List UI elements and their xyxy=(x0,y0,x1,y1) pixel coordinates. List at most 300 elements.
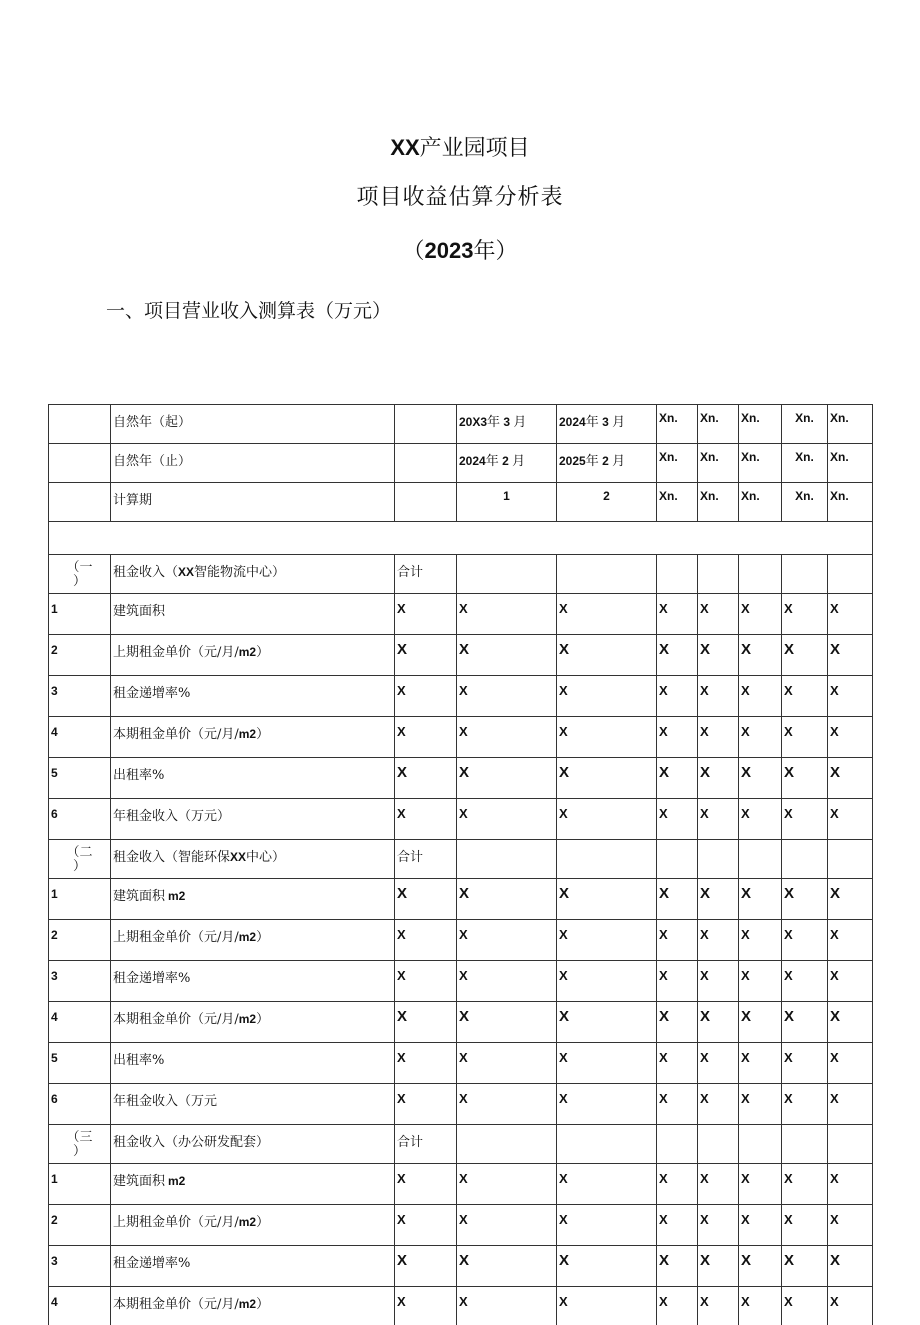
value-placeholder: X xyxy=(657,676,698,717)
row-number: 5 xyxy=(49,758,111,799)
value-placeholder: X xyxy=(828,1287,873,1325)
value-placeholder: X xyxy=(395,635,457,676)
start-year-2-unit: 年 xyxy=(586,415,599,430)
value-placeholder: X xyxy=(557,1084,657,1125)
value-placeholder: X xyxy=(739,1205,782,1246)
value-placeholder: X xyxy=(395,717,457,758)
row-label-text: 出租率% xyxy=(113,768,164,783)
value-placeholder: X xyxy=(739,717,782,758)
value-placeholder: X xyxy=(739,1043,782,1084)
row-number: 3 xyxy=(49,961,111,1002)
row-number: 6 xyxy=(49,1084,111,1125)
row-label xyxy=(111,879,395,920)
value-placeholder: X xyxy=(557,758,657,799)
end-year-1-year: 2024 xyxy=(459,454,486,468)
row-label-tail: ） xyxy=(256,1012,269,1027)
group-header-row xyxy=(49,555,873,594)
value-placeholder: X xyxy=(828,961,873,1002)
row-label-text: 上期租金单价（元/月/ xyxy=(113,645,239,660)
end-year-1-month: 2 xyxy=(502,454,509,468)
empty-cell xyxy=(698,840,739,879)
value-placeholder: X xyxy=(457,676,557,717)
value-placeholder: X xyxy=(828,676,873,717)
value-placeholder: X xyxy=(698,799,739,840)
empty-cell xyxy=(49,405,111,444)
table-row xyxy=(49,799,873,840)
value-placeholder: X xyxy=(657,594,698,635)
start-year-label: 自然年（起） xyxy=(111,405,395,444)
document-title xyxy=(0,131,920,162)
value-placeholder: X xyxy=(395,758,457,799)
table-row xyxy=(49,1287,873,1325)
row-label xyxy=(111,717,395,758)
row-label-unit: m2 xyxy=(168,1174,185,1188)
end-year-1-month-unit: 月 xyxy=(512,454,525,469)
start-year-1-month: 3 xyxy=(503,415,510,429)
value-placeholder: X xyxy=(395,1246,457,1287)
value-placeholder: X xyxy=(739,799,782,840)
row-label-text: 本期租金单价（元/月/ xyxy=(113,1012,239,1027)
value-placeholder: X xyxy=(698,1084,739,1125)
group-header-row xyxy=(49,840,873,879)
xn-cell: Xn. xyxy=(782,405,828,444)
row-label xyxy=(111,1205,395,1246)
value-placeholder: X xyxy=(557,799,657,840)
group-title xyxy=(111,840,395,879)
value-placeholder: X xyxy=(828,1246,873,1287)
table-row xyxy=(49,594,873,635)
end-year-1-unit: 年 xyxy=(486,454,499,469)
row-label xyxy=(111,1043,395,1084)
value-placeholder: X xyxy=(395,676,457,717)
value-placeholder: X xyxy=(657,1246,698,1287)
row-label-text: 年租金收入（万元） xyxy=(113,809,230,824)
value-placeholder: X xyxy=(657,799,698,840)
start-year-1-month-unit: 月 xyxy=(513,415,526,430)
row-label-text: 建筑面积 xyxy=(113,604,165,619)
row-number: 1 xyxy=(49,1164,111,1205)
group-title-part: 租金收入（智能环保 xyxy=(113,850,230,865)
value-placeholder: X xyxy=(782,799,828,840)
value-placeholder: X xyxy=(782,594,828,635)
value-placeholder: X xyxy=(395,1002,457,1043)
value-placeholder: X xyxy=(395,1043,457,1084)
row-number: 1 xyxy=(49,879,111,920)
section-title: 一、项目营业收入测算表（万元） xyxy=(106,296,391,323)
empty-cell xyxy=(828,840,873,879)
value-placeholder: X xyxy=(828,1205,873,1246)
value-placeholder: X xyxy=(739,1246,782,1287)
value-placeholder: X xyxy=(828,799,873,840)
value-placeholder: X xyxy=(828,594,873,635)
table-row xyxy=(49,758,873,799)
value-placeholder: X xyxy=(657,1084,698,1125)
header-row-start xyxy=(49,405,873,444)
xn-cell: Xn. xyxy=(657,483,698,522)
row-label-unit: m2 xyxy=(239,1297,256,1311)
group-number: （一 ） xyxy=(49,555,111,594)
row-label-text: 租金递增率% xyxy=(113,686,190,701)
empty-cell xyxy=(782,1125,828,1164)
header-row-end xyxy=(49,444,873,483)
table-row xyxy=(49,1164,873,1205)
value-placeholder: X xyxy=(457,1084,557,1125)
group-title xyxy=(111,555,395,594)
row-label xyxy=(111,676,395,717)
value-placeholder: X xyxy=(657,920,698,961)
row-label-unit: m2 xyxy=(239,930,256,944)
table-row xyxy=(49,717,873,758)
spacer-row xyxy=(49,522,873,555)
xn-cell: Xn. xyxy=(698,483,739,522)
value-placeholder: X xyxy=(782,758,828,799)
row-label-text: 本期租金单价（元/月/ xyxy=(113,727,239,742)
row-label-text: 上期租金单价（元/月/ xyxy=(113,1215,239,1230)
row-label-unit: m2 xyxy=(168,889,185,903)
value-placeholder: X xyxy=(657,879,698,920)
value-placeholder: X xyxy=(457,1002,557,1043)
row-label xyxy=(111,1164,395,1205)
row-label-text: 上期租金单价（元/月/ xyxy=(113,930,239,945)
xn-cell: Xn. xyxy=(739,405,782,444)
table-row xyxy=(49,1084,873,1125)
value-placeholder: X xyxy=(395,1287,457,1325)
row-label xyxy=(111,1084,395,1125)
row-number: 4 xyxy=(49,1287,111,1325)
group-number: （二 ） xyxy=(49,840,111,879)
xn-cell: Xn. xyxy=(828,483,873,522)
group-total-label: 合计 xyxy=(395,840,457,879)
empty-cell xyxy=(49,444,111,483)
value-placeholder: X xyxy=(739,635,782,676)
empty-cell xyxy=(657,840,698,879)
row-number: 3 xyxy=(49,676,111,717)
value-placeholder: X xyxy=(457,1205,557,1246)
xn-cell: Xn. xyxy=(698,405,739,444)
end-year-2-unit: 年 xyxy=(586,454,599,469)
end-year-label: 自然年（止） xyxy=(111,444,395,483)
end-year-2-year: 2025 xyxy=(559,454,586,468)
value-placeholder: X xyxy=(739,1164,782,1205)
row-label-text: 出租率% xyxy=(113,1053,164,1068)
row-label-text: 本期租金单价（元/月/ xyxy=(113,1297,239,1312)
xn-cell: Xn. xyxy=(698,444,739,483)
empty-cell xyxy=(457,1125,557,1164)
year-close: 年） xyxy=(473,239,517,264)
empty-cell xyxy=(457,555,557,594)
title-main: 产业园项目 xyxy=(420,136,530,161)
spacer-cell xyxy=(49,522,873,555)
value-placeholder: X xyxy=(828,1164,873,1205)
row-number: 6 xyxy=(49,799,111,840)
value-placeholder: X xyxy=(739,758,782,799)
value-placeholder: X xyxy=(395,920,457,961)
row-label-text: 建筑面积 xyxy=(113,889,165,904)
row-number: 3 xyxy=(49,1246,111,1287)
value-placeholder: X xyxy=(657,961,698,1002)
value-placeholder: X xyxy=(395,1084,457,1125)
value-placeholder: X xyxy=(557,920,657,961)
table-row xyxy=(49,1002,873,1043)
value-placeholder: X xyxy=(557,879,657,920)
document-year xyxy=(0,234,920,265)
value-placeholder: X xyxy=(657,1205,698,1246)
value-placeholder: X xyxy=(739,961,782,1002)
value-placeholder: X xyxy=(557,1287,657,1325)
value-placeholder: X xyxy=(657,1164,698,1205)
value-placeholder: X xyxy=(395,1164,457,1205)
value-placeholder: X xyxy=(698,676,739,717)
row-label xyxy=(111,799,395,840)
value-placeholder: X xyxy=(698,1164,739,1205)
value-placeholder: X xyxy=(657,758,698,799)
empty-cell xyxy=(395,444,457,483)
value-placeholder: X xyxy=(828,1084,873,1125)
empty-cell xyxy=(739,555,782,594)
xn-cell: Xn. xyxy=(828,405,873,444)
value-placeholder: X xyxy=(557,676,657,717)
value-placeholder: X xyxy=(698,758,739,799)
period-2: 2 xyxy=(557,483,657,522)
value-placeholder: X xyxy=(828,1002,873,1043)
revenue-table xyxy=(48,404,873,1325)
value-placeholder: X xyxy=(828,1043,873,1084)
xn-cell: Xn. xyxy=(657,444,698,483)
row-label xyxy=(111,961,395,1002)
empty-cell xyxy=(782,555,828,594)
value-placeholder: X xyxy=(782,1084,828,1125)
value-placeholder: X xyxy=(782,1287,828,1325)
value-placeholder: X xyxy=(557,961,657,1002)
value-placeholder: X xyxy=(739,1084,782,1125)
value-placeholder: X xyxy=(828,717,873,758)
start-year-2-year: 2024 xyxy=(559,415,586,429)
table-row xyxy=(49,961,873,1002)
row-label-text: 租金递增率% xyxy=(113,1256,190,1271)
group-title-part: 智能物流中心） xyxy=(194,565,285,580)
row-label xyxy=(111,1246,395,1287)
value-placeholder: X xyxy=(698,635,739,676)
row-number: 2 xyxy=(49,920,111,961)
xn-cell: Xn. xyxy=(739,444,782,483)
start-year-1-year: 20X3 xyxy=(459,415,487,429)
end-year-1 xyxy=(457,444,557,483)
row-number: 2 xyxy=(49,635,111,676)
row-label-tail: ） xyxy=(256,930,269,945)
start-year-1 xyxy=(457,405,557,444)
group-total-label: 合计 xyxy=(395,1125,457,1164)
table-row xyxy=(49,1043,873,1084)
period-label: 计算期 xyxy=(111,483,395,522)
empty-cell xyxy=(698,555,739,594)
value-placeholder: X xyxy=(557,1164,657,1205)
empty-cell xyxy=(557,555,657,594)
row-number: 1 xyxy=(49,594,111,635)
group-header-row xyxy=(49,1125,873,1164)
value-placeholder: X xyxy=(457,717,557,758)
value-placeholder: X xyxy=(782,879,828,920)
value-placeholder: X xyxy=(557,594,657,635)
value-placeholder: X xyxy=(698,920,739,961)
row-label xyxy=(111,1287,395,1325)
value-placeholder: X xyxy=(457,635,557,676)
xn-cell: Xn. xyxy=(739,483,782,522)
xn-cell: Xn. xyxy=(657,405,698,444)
value-placeholder: X xyxy=(457,758,557,799)
value-placeholder: X xyxy=(457,961,557,1002)
empty-cell xyxy=(657,555,698,594)
value-placeholder: X xyxy=(782,676,828,717)
value-placeholder: X xyxy=(739,879,782,920)
header-row-period xyxy=(49,483,873,522)
table-row xyxy=(49,635,873,676)
table-row xyxy=(49,676,873,717)
value-placeholder: X xyxy=(698,594,739,635)
group-number: （三 ） xyxy=(49,1125,111,1164)
value-placeholder: X xyxy=(395,594,457,635)
group-title-code: XX xyxy=(178,565,194,579)
value-placeholder: X xyxy=(828,879,873,920)
row-label-tail: ） xyxy=(256,645,269,660)
value-placeholder: X xyxy=(395,1205,457,1246)
group-title-part: 中心） xyxy=(246,850,285,865)
value-placeholder: X xyxy=(557,1205,657,1246)
empty-cell xyxy=(49,483,111,522)
start-year-1-unit: 年 xyxy=(487,415,500,430)
empty-cell xyxy=(657,1125,698,1164)
period-1: 1 xyxy=(457,483,557,522)
value-placeholder: X xyxy=(698,1287,739,1325)
value-placeholder: X xyxy=(782,1246,828,1287)
row-label xyxy=(111,635,395,676)
row-label-unit: m2 xyxy=(239,727,256,741)
row-label-tail: ） xyxy=(256,1297,269,1312)
value-placeholder: X xyxy=(557,717,657,758)
empty-cell xyxy=(457,840,557,879)
row-number: 4 xyxy=(49,1002,111,1043)
row-label-tail: ） xyxy=(256,727,269,742)
value-placeholder: X xyxy=(557,1246,657,1287)
value-placeholder: X xyxy=(457,920,557,961)
row-label-unit: m2 xyxy=(239,645,256,659)
value-placeholder: X xyxy=(782,635,828,676)
value-placeholder: X xyxy=(698,1205,739,1246)
value-placeholder: X xyxy=(698,1043,739,1084)
value-placeholder: X xyxy=(698,961,739,1002)
group-total-label: 合计 xyxy=(395,555,457,594)
value-placeholder: X xyxy=(698,1002,739,1043)
empty-cell xyxy=(828,1125,873,1164)
empty-cell xyxy=(739,1125,782,1164)
group-title xyxy=(111,1125,395,1164)
empty-cell xyxy=(828,555,873,594)
empty-cell xyxy=(739,840,782,879)
value-placeholder: X xyxy=(782,920,828,961)
value-placeholder: X xyxy=(457,799,557,840)
year-open: （ xyxy=(403,239,425,264)
table-row xyxy=(49,879,873,920)
value-placeholder: X xyxy=(782,1205,828,1246)
value-placeholder: X xyxy=(828,635,873,676)
empty-cell xyxy=(698,1125,739,1164)
year-value: 2023 xyxy=(425,238,474,263)
value-placeholder: X xyxy=(739,676,782,717)
row-label-text: 年租金收入（万元 xyxy=(113,1094,217,1109)
value-placeholder: X xyxy=(739,1287,782,1325)
value-placeholder: X xyxy=(782,1002,828,1043)
row-label xyxy=(111,594,395,635)
start-year-2 xyxy=(557,405,657,444)
row-label xyxy=(111,758,395,799)
row-number: 5 xyxy=(49,1043,111,1084)
value-placeholder: X xyxy=(782,1164,828,1205)
value-placeholder: X xyxy=(657,1043,698,1084)
value-placeholder: X xyxy=(457,1043,557,1084)
table-row xyxy=(49,1205,873,1246)
row-label xyxy=(111,920,395,961)
value-placeholder: X xyxy=(657,635,698,676)
start-year-2-month: 3 xyxy=(602,415,609,429)
value-placeholder: X xyxy=(657,717,698,758)
row-number: 4 xyxy=(49,717,111,758)
value-placeholder: X xyxy=(557,635,657,676)
xn-cell: Xn. xyxy=(828,444,873,483)
value-placeholder: X xyxy=(557,1043,657,1084)
value-placeholder: X xyxy=(782,961,828,1002)
table-row xyxy=(49,920,873,961)
value-placeholder: X xyxy=(395,879,457,920)
table-row xyxy=(49,1246,873,1287)
end-year-2-month-unit: 月 xyxy=(612,454,625,469)
xn-cell: Xn. xyxy=(782,483,828,522)
value-placeholder: X xyxy=(557,1002,657,1043)
value-placeholder: X xyxy=(739,594,782,635)
xn-cell: Xn. xyxy=(782,444,828,483)
value-placeholder: X xyxy=(782,1043,828,1084)
value-placeholder: X xyxy=(828,920,873,961)
value-placeholder: X xyxy=(457,1164,557,1205)
row-label-text: 建筑面积 xyxy=(113,1174,165,1189)
value-placeholder: X xyxy=(782,717,828,758)
end-year-2-month: 2 xyxy=(602,454,609,468)
empty-cell xyxy=(557,1125,657,1164)
value-placeholder: X xyxy=(395,799,457,840)
row-label-text: 租金递增率% xyxy=(113,971,190,986)
end-year-2 xyxy=(557,444,657,483)
row-number: 2 xyxy=(49,1205,111,1246)
row-label xyxy=(111,1002,395,1043)
group-title-part: 租金收入（办公研发配套） xyxy=(113,1135,269,1150)
group-title-part: 租金收入（ xyxy=(113,565,178,580)
value-placeholder: X xyxy=(457,879,557,920)
group-title-code: XX xyxy=(230,850,246,864)
row-label-unit: m2 xyxy=(239,1012,256,1026)
value-placeholder: X xyxy=(457,1246,557,1287)
value-placeholder: X xyxy=(828,758,873,799)
value-placeholder: X xyxy=(395,961,457,1002)
title-prefix: XX xyxy=(390,135,419,160)
value-placeholder: X xyxy=(698,879,739,920)
row-label-tail: ） xyxy=(256,1215,269,1230)
empty-cell xyxy=(395,483,457,522)
empty-cell xyxy=(782,840,828,879)
value-placeholder: X xyxy=(739,920,782,961)
value-placeholder: X xyxy=(698,1246,739,1287)
empty-cell xyxy=(557,840,657,879)
value-placeholder: X xyxy=(457,1287,557,1325)
value-placeholder: X xyxy=(739,1002,782,1043)
row-label-unit: m2 xyxy=(239,1215,256,1229)
